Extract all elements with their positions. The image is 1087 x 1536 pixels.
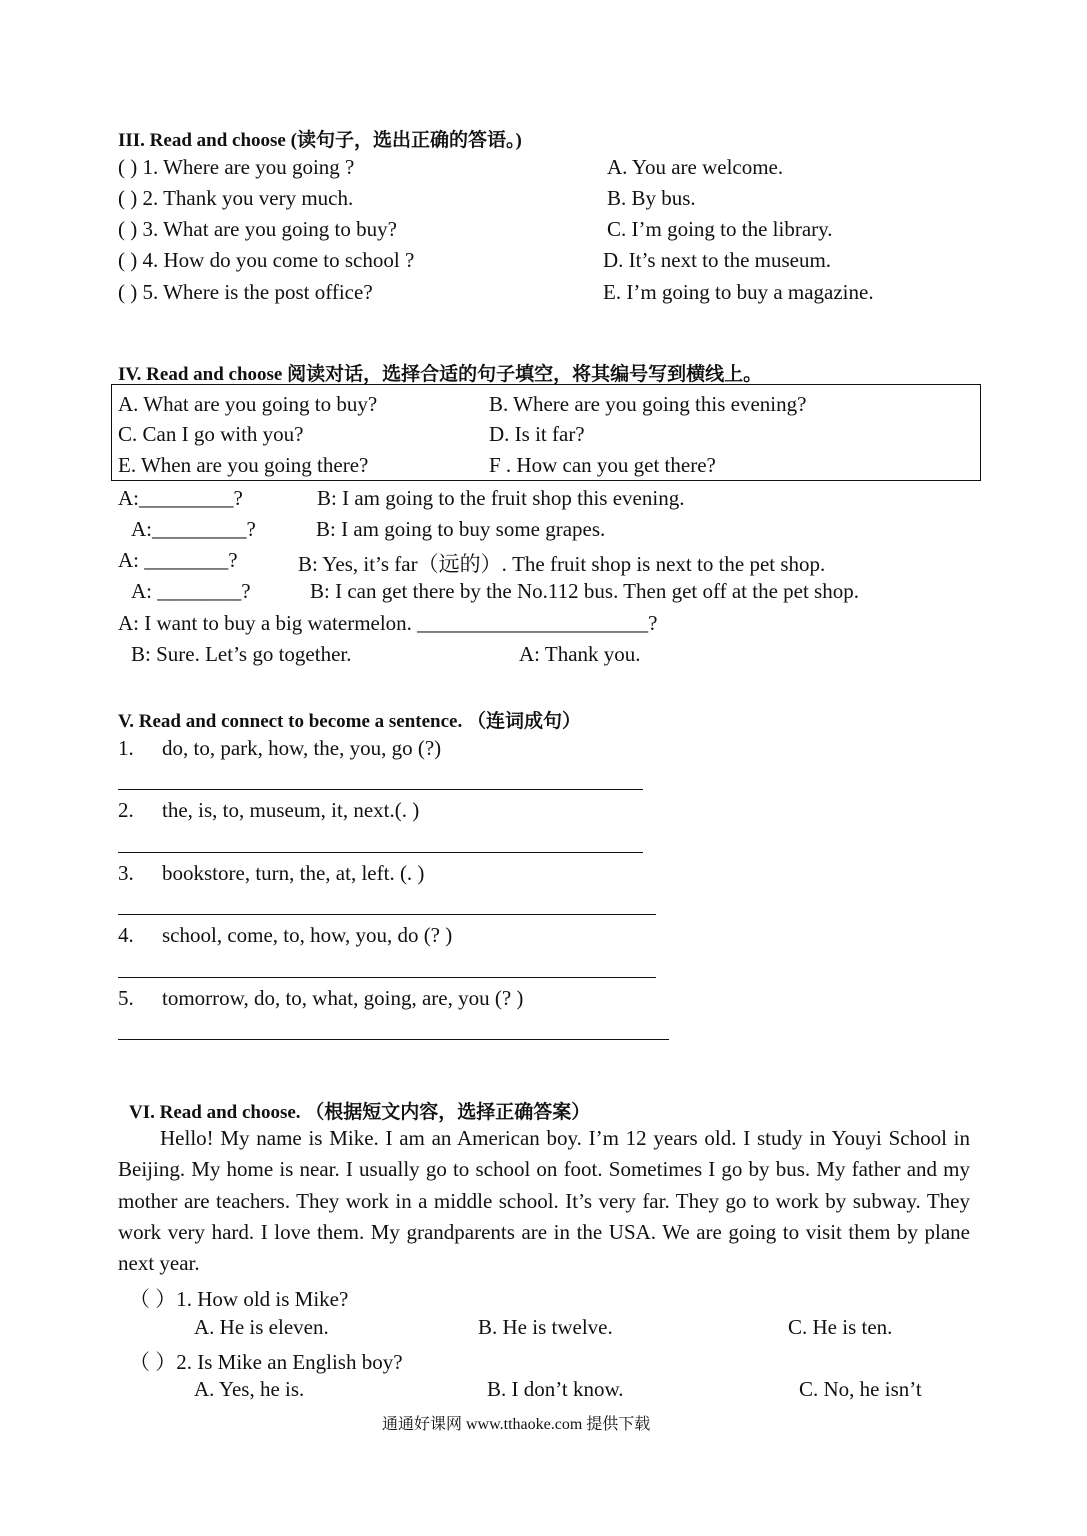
option-a: A. What are you going to buy? xyxy=(118,392,378,416)
section-4-heading: IV. Read and choose 阅读对话，选择合适的句子填空，将其编号写到横线上。 xyxy=(118,364,763,385)
option-c: C. Can I go with you? xyxy=(118,422,304,446)
dialog-a-1: A:_________? xyxy=(118,486,243,510)
s6-q2-option-a: A. Yes, he is. xyxy=(194,1377,305,1401)
reading-passage: Hello! My name is Mike. I am an American boy. I’m 12 years old. I study in Youyi School in Beijing. My home is near. I usually go to school on foot. Sometimes I go by bus. My father and my mother are teachers. They work in a middle school. It’s very far. They go to work by subway. They work very hard. I love them. My grandparents are in the USA. We are going to visit them by plane next year. xyxy=(118,1126,970,1276)
s3-answer-c: C. I’m going to the library. xyxy=(607,217,833,241)
dialog-line-6-a: A: Thank you. xyxy=(519,642,641,666)
s6-question-2: （ ）2. Is Mike an English boy? xyxy=(129,1350,403,1374)
section-6-heading: VI. Read and choose. （根据短文内容，选择正确答案） xyxy=(129,1102,591,1123)
dialog-a-4: A: ________? xyxy=(131,579,251,603)
s3-answer-a: A. You are welcome. xyxy=(607,155,784,179)
s5-words-5: tomorrow, do, to, what, going, are, you (? ) xyxy=(162,986,524,1010)
option-e: E. When are you going there? xyxy=(118,453,369,477)
s6-q1-option-c: C. He is ten. xyxy=(788,1315,893,1339)
dialog-b-1: B: I am going to the fruit shop this evening. xyxy=(317,486,685,510)
s6-question-1: （ ）1. How old is Mike? xyxy=(129,1287,349,1311)
s5-words-1: do, to, park, how, the, you, go (?) xyxy=(162,736,442,760)
s3-question-4: ( ) 4. How do you come to school ? xyxy=(118,248,415,272)
s3-question-1: ( ) 1. Where are you going ? xyxy=(118,155,355,179)
s3-question-5: ( ) 5. Where is the post office? xyxy=(118,280,373,304)
answer-line-5 xyxy=(118,1039,669,1040)
dialog-a-2: A:_________? xyxy=(131,517,256,541)
s5-num-2: 2. xyxy=(118,798,134,822)
dialog-line-5: A: I want to buy a big watermelon. ______________________? xyxy=(118,611,658,635)
s3-question-2: ( ) 2. Thank you very much. xyxy=(118,186,354,210)
s5-num-5: 5. xyxy=(118,986,134,1010)
answer-line-3 xyxy=(118,914,656,915)
s6-q1-option-b: B. He is twelve. xyxy=(478,1315,613,1339)
s5-words-3: bookstore, turn, the, at, left. (. ) xyxy=(162,861,425,885)
section-5-heading: V. Read and connect to become a sentence. （连词成句） xyxy=(118,711,581,732)
s3-answer-e: E. I’m going to buy a magazine. xyxy=(603,280,874,304)
dialog-a-3: A: ________? xyxy=(118,548,238,572)
footer-text: 通通好课网 www.tthaoke.com 提供下载 xyxy=(382,1416,651,1433)
s5-words-2: the, is, to, museum, it, next.(. ) xyxy=(162,798,420,822)
dialog-b-3: B: Yes, it’s far（远的）. The fruit shop is next to the pet shop. xyxy=(298,552,826,576)
s5-num-3: 3. xyxy=(118,861,134,885)
s3-question-3: ( ) 3. What are you going to buy? xyxy=(118,217,397,241)
answer-line-2 xyxy=(118,852,643,853)
option-d: D. Is it far? xyxy=(489,422,585,446)
option-b: B. Where are you going this evening? xyxy=(489,392,807,416)
answer-line-1 xyxy=(118,789,643,790)
s5-num-1: 1. xyxy=(118,736,134,760)
s6-q2-option-c: C. No, he isn’t xyxy=(799,1377,922,1401)
answer-line-4 xyxy=(118,977,656,978)
s3-answer-d: D. It’s next to the museum. xyxy=(603,248,832,272)
s3-answer-b: B. By bus. xyxy=(607,186,696,210)
s6-q2-option-b: B. I don’t know. xyxy=(487,1377,624,1401)
s6-q1-option-a: A. He is eleven. xyxy=(194,1315,329,1339)
section-3-heading: III. Read and choose (读句子，选出正确的答语。) xyxy=(118,130,522,151)
dialog-line-6-b: B: Sure. Let’s go together. xyxy=(131,642,352,666)
dialog-b-4: B: I can get there by the No.112 bus. Then get off at the pet shop. xyxy=(310,579,859,603)
option-f: F . How can you get there? xyxy=(489,453,716,477)
dialog-b-2: B: I am going to buy some grapes. xyxy=(316,517,606,541)
s5-num-4: 4. xyxy=(118,923,134,947)
s5-words-4: school, come, to, how, you, do (? ) xyxy=(162,923,453,947)
